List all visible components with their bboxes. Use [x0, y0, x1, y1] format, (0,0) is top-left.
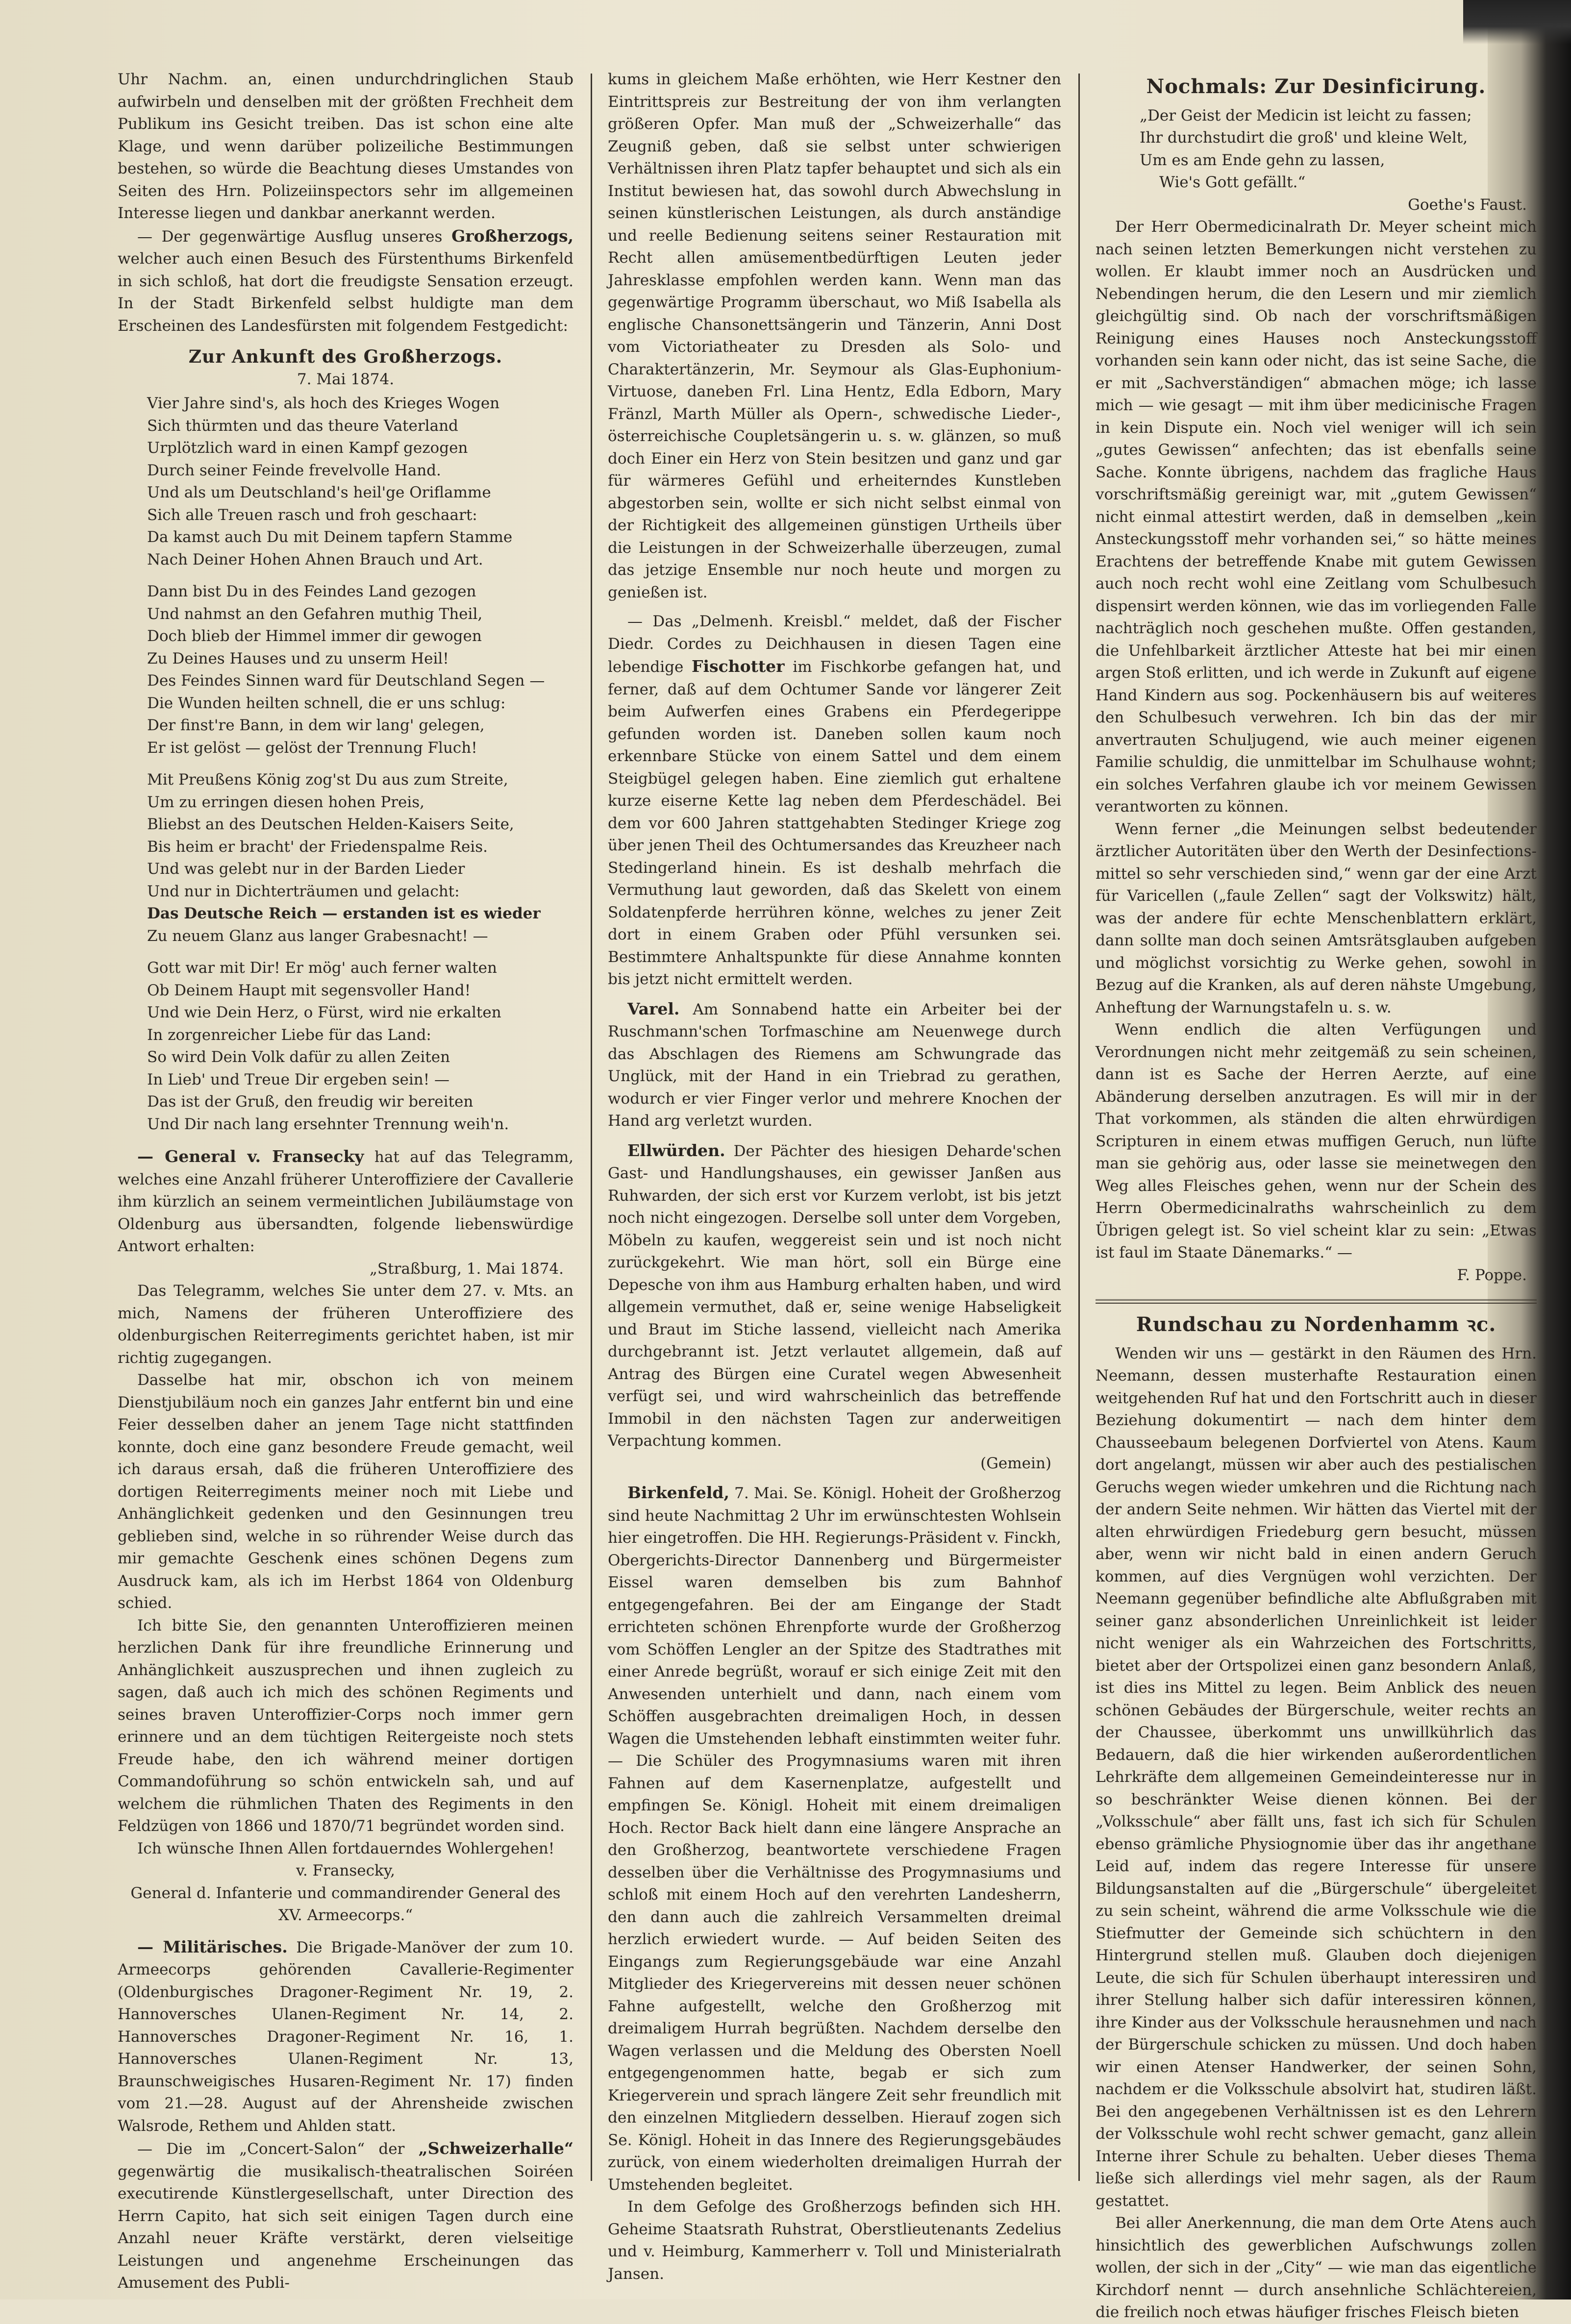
article-text	[608, 611, 1061, 991]
poem-stanza	[118, 769, 574, 947]
column-rule-1	[591, 74, 592, 2181]
poem-line: Das Deutsche Reich — erstanden ist es wieder	[147, 905, 541, 922]
article-text	[608, 998, 1061, 1133]
article-text: Ich bitte Sie, den genannten Unteroffizieren meinen herzlichen Dank für ihre freundliche Erinnerung und Anhänglichkeit auszusprechen und ihnen zugleich zu sagen, daß auch ich mich des schönen Regiments und seines braven Unteroffizier-Corps noch immer gern erinnere und an dem tüchtigen Reitergeiste noch stets Freude habe, den ich während meiner dortigen Commandoführung so schön entwickeln sah, und auf welchem die rühmlichen Thaten des Regiments in den Feldzügen von 1866 und 1870/71 begründet worden sind.	[118, 1616, 574, 1835]
signature-title: General d. Infanterie und commandirender General des XV. Armeecorps.“	[130, 1884, 561, 1924]
page-corner-shadow	[1463, 0, 1571, 44]
article-text: kums in gleichem Maße erhöhten, wie Herr Kestner den Eintrittspreis zur Bestreitung der von ihm verlangten größeren Opfer. Man muß der „Schweizerhalle“ das Zeugniß geben, daß sie selbst unter schwierigen Verhältnissen ihren Platz tapfer behauptet und sich als ein Institut bewiesen hat, das sowohl durch Abwechslung in seinen künstlerischen Leistungen, als durch anständige und reelle Bedienung seitens seiner Restauration mit Recht allen amüsementbedürftigen Leuten jeder Jahresklasse empfohlen werden kann. Wenn man das gegenwärtige Programm überschaut, wo Miß Isabella als englische Chansonettsängerin und Tänzerin, Anni Dost vom Victoriatheater zu Dresden als Solo- und Charaktertänzerin, Mr. Seymour als Glas-Euphonium-Virtuose, daneben Frl. Lina Hentz, Edla Edborn, Mary Fränzl, Marth Müller als Opern-, schwedische Lieder-, österreichische Coupletsängerin u. s. w. glänzen, so muß doch Einer ein Herz von Stein besitzen und ganz und gar für wärmeres Gefühl und erheiterndes Kunstleben abgestorben sein, wollte er sich nicht selbst einmal von der Richtigkeit des allgemeinen günstigen Urtheils über die Leistungen in der Schweizerhalle überzeugen, zumal das jetzige Ensemble nur noch heute und morgen zu genießen ist.	[608, 71, 1061, 601]
poem-line: Nach Deiner Hohen Ahnen Brauch und Art.	[147, 550, 483, 569]
article-text: Wenn endlich die alten Verfügungen und Verordnungen nicht mehr zeitgemäß zu sein scheinen, dann ist es Sache der Herren Aerzte, auf eine Abänderung derselben anzutragen. Es will mir in der That vorkommen, als ständen die alten ehrwürdigen Scripturen in einem etwas muffigen Geruch, nun lüfte man sie gehörig aus, oder lasse sie meinetwegen den Weg alles Fleisches gehen, wenn nur der Schein des Herrn Obermedicinalraths wahrscheinlich zu dem Übrigen gelegt ist. So viel scheint klar zu sein: „Etwas ist faul im Staate Dänemarks.“ —	[1096, 1021, 1537, 1261]
poem-line: Das ist der Gruß, den freudig wir bereiten	[147, 1093, 474, 1111]
poem-line: Und nur in Dichterträumen und gelacht:	[147, 882, 460, 900]
poem	[118, 393, 574, 1136]
poem-line: Und was gelebt nur in der Barden Lieder	[147, 860, 465, 878]
poem-line: Doch blieb der Himmel immer dir gewogen	[147, 627, 482, 645]
column-2	[608, 69, 1062, 2283]
article-text: Wenn ferner „die Meinungen selbst bedeutender ärztlicher Autoritäten über den Werth der Desinfectionsmittel so sehr verschieden sind,“ wenn gar der eine Arzt für Varicellen („faule Zellen“ sagt der Volkswitz) hält, was der andere für echte Menschenblattern erklärt, dann sollte man doch seinen Amtsrätsglauben aufgeben und möglichst vorsichtig zu Werke gehen, sowohl in Bezug auf die Kranken, als auf deren nähste Umgebung, Anheftung der Warnungstafeln u. s. w.	[1096, 820, 1537, 1016]
article-text-rest: im Fischkorbe gefangen hat, und ferner, daß auf dem Ochtumer Sande vor längerer Zeit beim Aufwerfen eines Grabens ein Pferdegerippe gefunden worden ist. Daneben sollen kaum noch erkennbare Stücke von einem Sattel und dem einem Steigbügel gelegen haben. Eine ziemlich gut erhaltene kurze eiserne Kette lag neben dem Pferdeschädel. Bei dem vor 600 Jahren stattgehabten Stedinger Kriege zog über jenen Theil des Ochtumersandes das Kreuzheer nach Stedingerland hinein. Es ist deshalb mehrfach die Vermuthung laut geworden, daß das Skelett von einem Soldatenpferde herrühren könne, welches zu jener Zeit dort in einem Graben oder Pfühl versunken sei. Bestimmtere Anhaltspunkte für diese Annahme konnten bis jetzt nicht ermittelt werden.	[608, 658, 1062, 988]
keyword-heading: Birkenfeld,	[627, 1483, 729, 1502]
poem-line: Und wie Dein Herz, o Fürst, wird nie erkalten	[147, 1004, 501, 1021]
poem-line: Die Wunden heilten schnell, die er uns schlug:	[147, 694, 506, 712]
article-text: Ich wünsche Ihnen Allen fortdauerndes Wohlergehen!	[137, 1839, 555, 1857]
article-text	[608, 1482, 1061, 2196]
poem-line: Und als um Deutschland's heil'ge Oriflamme	[147, 484, 491, 501]
article-text-lead: — Die im „Concert-Salon“ der	[137, 2140, 405, 2158]
article-text-rest: hat auf das Telegramm, welches eine Anzahl früherer Unteroffiziere der Cavallerie ihm kürzlich an seinem vermeintlichen Jubiläumstage von Oldenburg aus übersandten, folgende liebenswürdige Antwort erhalten:	[118, 1148, 574, 1255]
poem-line: Und nahmst an den Gefahren muthig Theil,	[147, 605, 483, 623]
article-text	[608, 1139, 1061, 1453]
article-text-lead: — Der gegenwärtige Ausflug unseres	[137, 227, 443, 246]
poem-title: Zur Ankunft des Großherzogs.	[188, 346, 503, 367]
quote-line: „Der Geist der Medicin ist leicht zu fassen;	[1140, 106, 1472, 124]
article-text: Bei aller Anerkennung, die man dem Orte Atens auch hinsichtlich des gewerblichen Aufschwungs zollen wollen, der sich in der „City“ — wie man das eigentliche Kirchdorf nennt — durch ansehnliche Schlächtereien, die freilich noch etwas häufiger frisches Fleisch bieten	[1096, 2214, 1537, 2321]
poem-line: So wird Dein Volk dafür zu allen Zeiten	[147, 1048, 450, 1066]
letter-date: „Straßburg, 1. Mai 1874.	[369, 1260, 564, 1278]
column-rule-2	[1078, 74, 1080, 2181]
article-title: Rundschau zu Nordenhamm ꝛc.	[1136, 1313, 1496, 1336]
poem-line: Und Dir nach lang ersehnter Trennung weih'n.	[147, 1115, 509, 1133]
poem-line: Bis heim er bracht' der Friedenspalme Reis.	[147, 838, 488, 856]
article-text-rest: Die Brigade-Manöver der zum 10. Armeecorps gehörenden Cavallerie-Regimenter (Oldenburgisches Dragoner-Regiment Nr. 19, 2. Hannoversches Ulanen-Regiment Nr. 14, 2. Hannoversches Dragoner-Regiment Nr. 16, 1. Hannoversches Ulanen-Regiment Nr. 13, Braunschweigisches Husaren-Regiment Nr. 17) finden vom 21.—28. August auf der Ahrensheide zwischen Walsrode, Rethem und Ahlden statt.	[118, 1938, 574, 2135]
article-text-rest: Der Pächter des hiesigen Deharde'schen Gast- und Handlungshauses, ein gewisser Janßen aus Ruhwarden, der sich erst vor Kurzem verlobt, ist bis jetzt noch nicht eingezogen. Derselbe soll unter dem Vorgeben, Möbeln zu kaufen, weggereist sein und ist noch nicht zurückgekehrt. Wie man hört, soll ein Bürge eine Depesche von ihm aus Hamburg erhalten haben, und wird allgemein vermuthet, daß er, seine wenige Habseligkeit und Braut im Stiche lassend, vielleicht nach Amerika durchgebrannt ist. Jetzt verlautet allgemein, daß auf Antrag des Bürgen eine Curatel wegen Abwesenheit verfügt sei, und wird wahrscheinlich das betreffende Immobil in den nächsten Tagen zur anderweitigen Verpachtung kommen.	[608, 1142, 1061, 1450]
poem-line: Um zu erringen diesen hohen Preis,	[147, 793, 425, 811]
poem-line: Urplötzlich ward in einen Kampf gezogen	[147, 439, 468, 457]
article-text: Uhr Nachm. an, einen undurchdringlichen Staub aufwirbeln und denselben mit der größten Frechheit dem Publikum ins Gesicht treiben. Das ist schon eine alte Klage, und wenn darüber polizeiliche Bestimmungen bestehen, so würde die Beachtung dieses Umstandes von Seiten des Hrn. Polizeiinspectors sehr im allgemeinen Interesse liegen und dankbar anerkannt werden.	[118, 71, 574, 222]
poem-line: Vier Jahre sind's, als hoch des Krieges Wogen	[147, 395, 500, 412]
poem-line: Der finst're Bann, in dem wir lang' gelegen,	[147, 717, 485, 734]
poem-line: Sich alle Treuen rasch und froh geschaart:	[147, 506, 477, 524]
article-text-rest: 7. Mai. Se. Königl. Hoheit der Großherzog sind heute Nachmittag 2 Uhr im erwünschtesten Wohlsein hier eingetroffen. Die HH. Regierungs-Präsident v. Finckh, Obergerichts-Director Dannenberg und Bürgermeister Eissel waren demselben bis zum Bahnhof entgegengefahren. Bei der am Eingange der Stadt errichteten schönen Ehrenpforte wurde der Großherzog vom Schöffen Lengler an der Spitze des Stadtrathes mit einer Anrede begrüßt, worauf er sich einige Zeit mit den Anwesenden unterhielt und dann, nach einem vom Schöffen ausgebrachten dreimaligen Hoch, in dessen Wagen die Umstehenden lebhaft einstimmten weiter fuhr. — Die Schüler des Progymnasiums waren mit ihren Fahnen auf dem Kasernenplatze, aufgestellt und empfingen Se. Königl. Hoheit mit einem dreimaligen Hoch. Rector Back hielt dann eine längere Ansprache an den Großherzog, beantwortete verschiedene Fragen desselben über die Verhältnisse des Progymnasiums und schloß mit einem Hoch auf den verehrten Landesherrn, den dann auch die zahlreich Versammelten dreimal herzlich erwiedert wurde. — Auf beiden Seiten des Eingangs zum Regierungsgebäude war eine Anzahl Mitglieder des Kriegervereins mit dessen neuer schönen Fahne aufgestellt, welche den Großherzog mit dreimaligem Hurrah begrüßten. Nachdem derselbe den Wagen verlassen und die Meldung des Obersten Noell entgegengenommen hatte, begab er sich zum Kriegerverein und sprach längere Zeit sehr freundlich mit den einzelnen Mitgliedern desselben. Hierauf zogen sich Se. Königl. Hoheit in das Innere des Regierungsgebäudes zurück, von einem wiederholten dreimaligen Hurrah der Umstehenden begleitet.	[608, 1484, 1061, 2194]
keyword-heading: Varel.	[627, 999, 680, 1018]
article-text	[118, 1936, 574, 2138]
section-divider	[1096, 1299, 1537, 1304]
quote-line: Wie's Gott gefällt.“	[1159, 173, 1306, 191]
poem-line: In zorgenreicher Liebe für das Land:	[147, 1026, 431, 1044]
poem-line: Bliebst an des Deutschen Helden-Kaisers Seite,	[147, 816, 514, 833]
article-text	[118, 225, 574, 338]
keyword-heading: — General v. Fransecky	[137, 1147, 364, 1166]
column-3	[1096, 69, 1537, 2321]
motto-quote	[1096, 105, 1537, 194]
article-text-rest: welcher auch einen Besuch des Fürstenthums Birkenfeld in sich schloß, hat dort die freudigste Sensation erzeugt. In der Stadt Birkenfeld selbst huldigte man dem Erscheinen des Landesfürsten mit folgendem Festgedicht:	[118, 250, 574, 335]
keyword-heading: — Militärisches.	[137, 1937, 288, 1956]
quote-source: Goethe's Faust.	[1408, 196, 1527, 214]
keyword-heading: Fischotter	[692, 657, 785, 676]
poem-line: Zu Deines Hauses und zu unserm Heil!	[147, 649, 449, 668]
article-text: Der Herr Obermedicinalrath Dr. Meyer scheint mich nach seinen letzten Bemerkungen nicht verstehen zu wollen. Er klaubt immer noch an Ausdrücken und Nebendingen herum, die den Lesern und mir ziemlich gleichgültig sind. Ob nach der vorschriftsmäßigen Reinigung eines Hauses noch Ansteckungsstoff vorhanden sein kann oder nicht, das ist seine Sache, die er mit „Sachverständigen“ abmachen möge; ich lasse mich — wie gesagt — mit ihm über medicinische Fragen in kein Dispute ein. Noch viel weniger will ich sein „gutes Gewissen“ anfechten; das ist ebenfalls seine Sache. Konnte übrigens, nachdem das fragliche Haus vorschriftsmäßig gereinigt war, mit „gutem Gewissen“ nicht einmal attestirt werden, daß in demselben „kein Ansteckungsstoff mehr vorhanden sei,“ so hätte meines Erachtens der betreffende Knabe mit gutem Gewissen auch noch recht wohl eine Zeitlang vom Schulbesuch dispensirt werden können, wie das im vorliegenden Falle nachträglich noch geschehen mußte. Offen gestanden, die Unfehlbarkeit ärztlicher Atteste hat bei mir einen argen Stoß erlitten, und ich werde in Zukunft auf eigene Hand Kindern aus sog. Pockenhäusern bis auf weiteres den Schulbesuch verwehren. Ich bin das der mir anvertrauten Schuljugend, wie auch meiner eigenen Familie schuldig, die unmittelbar im Schulhause wohnt; ein solches Verfahren glaube ich vor meinem Gewissen verantworten zu können.	[1096, 218, 1537, 816]
poem-line: Mit Preußens König zog'st Du aus zum Streite,	[147, 771, 508, 789]
quote-line: Ihr durchstudirt die groß' und kleine Welt,	[1140, 129, 1468, 147]
signature-name: v. Fransecky,	[296, 1862, 395, 1879]
article-text-rest: gegenwärtig die musikalisch-theatralischen Soiréen executirende Künstlergesellschaft, unter Direction des Herrn Capito, hat sich seit einigen Tagen durch eine Anzahl neuer Kräfte verstärkt, deren vielseitige Leistungen und angenehme Erscheinungen das Amusement des Publi-	[118, 2162, 574, 2292]
poem-stanza	[118, 581, 574, 759]
article-text	[118, 2137, 574, 2295]
article-text-rest: Am Sonnabend hatte ein Arbeiter bei der Ruschmann'schen Torfmaschine am Neuenwege durch das Abschlagen des Riemens am Schwungrade das Unglück, mit der Hand in ein Triebrad zu gerathen, wodurch er vier Finger verlor und mehrere Knochen der Hand arg verletzt wurden.	[608, 1000, 1061, 1130]
author-signature: F. Poppe.	[1457, 1266, 1527, 1284]
keyword-heading: Ellwürden.	[627, 1140, 725, 1160]
poem-line: Zu neuem Glanz aus langer Grabesnacht! —	[147, 927, 488, 945]
poem-line: Gott war mit Dir! Er mög' auch ferner walten	[147, 959, 497, 977]
poem-line: In Lieb' und Treue Dir ergeben sein! —	[147, 1070, 450, 1088]
article-text: In dem Gefolge des Großherzogs befinden sich HH. Geheime Staatsrath Ruhstrat, Oberstlieutenants Zedelius und v. Heimburg, Kammerherr v. Toll und Ministerialrath Jansen.	[608, 2198, 1061, 2283]
article-text: Das Telegramm, welches Sie unter dem 27. v. Mts. an mich, Namens der früheren Unteroffiziere des oldenburgischen Reiterregiments gerichtet haben, ist mir richtig zugegangen.	[118, 1282, 574, 1367]
quote-line: Um es am Ende gehn zu lassen,	[1140, 151, 1385, 169]
poem-line: Des Feindes Sinnen ward für Deutschland Segen —	[147, 672, 545, 690]
poem-date: 7. Mai 1874.	[297, 370, 395, 388]
poem-line: Sich thürmten und das theure Vaterland	[147, 417, 458, 435]
article-text-lead: — Das „Delmenh. Kreisbl.“ meldet, daß der Fischer Diedr. Cordes zu Deichhausen in diesen Tagen eine lebendige	[608, 613, 1061, 676]
poem-line: Durch seiner Feinde frevelvolle Hand.	[147, 461, 441, 479]
keyword-heading: „Schweizerhalle“	[418, 2139, 574, 2158]
article-title: Nochmals: Zur Desinficirung.	[1146, 75, 1486, 98]
poem-line: Ob Deinem Haupt mit segensvoller Hand!	[147, 981, 471, 999]
article-text: Wenden wir uns — gestärkt in den Räumen des Hrn. Neemann, dessen musterhafte Restauration einen weitgehenden Ruf hat und den Fortschritt auch in dieser Beziehung dokumentirt — nach dem hinter dem Chausseebaum belegenen Dorfviertel von Atens. Kaum dort angelangt, müssen wir aber auch des pestialischen Geruchs wegen wieder umkehren und die Richtung nach der andern Seite nehmen. Wir hätten das Viertel mit der alten ehrwürdigen Friedeburg gern besucht, müssen aber, wenn wir nicht bald in einen andern Geruch kommen, auf dies Vergnügen wohl verzichten. Der Neemann gegenüber befindliche alte Abflußgraben mit seiner ganz absonderlichen Unreinlichkeit ist leider nicht weniger als ein Wahrzeichen des Fortschritts, bietet aber der Ortspolizei einen ganz besondern Anlaß, ist dies ins Mittel zu legen. Beim Anblick des neuen schönen Gebäudes der Bürgerschule, weiter rechts an der Chaussee, überkommt uns unwillkührlich das Bedauern, daß die hier wirkenden außerordentlichen Lehrkräfte dem allgemeinen Gemeindeinteresse nur in so beschränkter Weise dienen können. Bei der „Volksschule“ aber fällt uns, fast ich sich für Schulen ebenso grämliche Physiognomie über das ihr angethane Leid auf, indem das regere Interesse für unsere Bildungsanstalten auf die „Bürgerschule“ übergeleitet zu sein scheint, während die arme Volksschule wie die Stiefmutter der Gemeinde sich schüchtern in den Hintergrund stellen muß. Glauben doch diejenigen Leute, die sich für Schulen überhaupt interessiren und ihrer Stellung halber sich dafür interessiren können, ihre Kinder aus der Volksschule herausnehmen und nach der Bürgerschule schicken zu müssen. Und doch haben wir einen Atenser Handwerker, der seinen Sohn, nachdem er die Volksschule absolvirt hat, studiren läßt. Bei den angegebenen Verhältnissen ist es den Lehrern der Volksschule wohl recht schwer gemacht, ganz allein Interne ihrer Schule zu behalten. Ueber dieses Thema ließe sich allerdings viel mehr sagen, als der Raum gestattet.	[1096, 1344, 1537, 2210]
article-text: Dasselbe hat mir, obschon ich von meinem Dienstjubiläum noch ein ganzes Jahr entfernt bin und eine Feier desselben daher an jenem Tage nicht stattfinden konnte, doch eine ganz besondere Freude gemacht, weil ich daraus ersah, daß die früheren Unteroffiziere des dortigen Reiterregiments meiner noch mit Liebe und Anhänglichkeit gedenken und den Gesinnungen treu geblieben sind, welche in so rührender Weise durch das mir gemachte Geschenk eines schönen Degens zum Ausdruck kam, als ich im Herbst 1864 von Oldenburg schied.	[118, 1371, 574, 1612]
poem-line: Dann bist Du in des Feindes Land gezogen	[147, 583, 476, 600]
column-1	[118, 69, 574, 2292]
poem-line: Er ist gelöst — gelöst der Trennung Fluch!	[147, 739, 477, 757]
poem-stanza	[118, 957, 574, 1136]
poem-line: Da kamst auch Du mit Deinem tapfern Stamme	[147, 528, 513, 546]
poem-stanza	[118, 393, 574, 571]
keyword-heading: Großherzogs,	[451, 226, 574, 246]
article-text	[118, 1145, 574, 1258]
source-note: (Gemein)	[980, 1454, 1051, 1472]
